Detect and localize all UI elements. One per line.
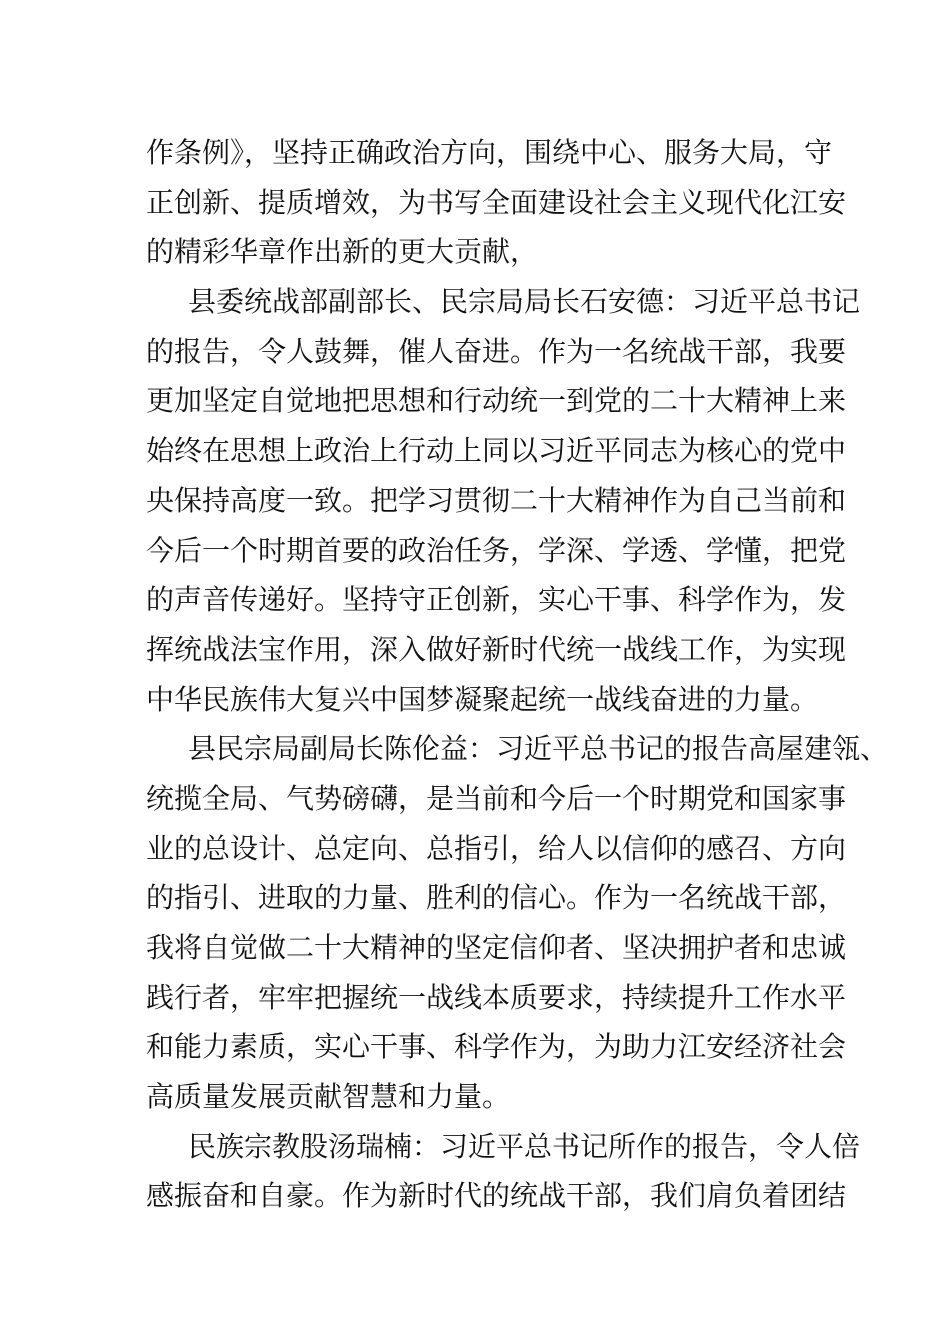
text-line: 今后一个时期首要的政治任务，学深、学透、学懂，把党 bbox=[146, 533, 847, 567]
text-line: 业的总设计、总定向、总指引，给人以信仰的感召、方向 bbox=[146, 831, 847, 865]
text-line: 始终在思想上政治上行动上同以习近平同志为核心的党中 bbox=[146, 434, 847, 468]
text-line: 的报告，令人鼓舞，催人奋进。作为一名统战干部，我要 bbox=[146, 334, 847, 368]
text-line: 挥统战法宝作用，深入做好新时代统一战线工作，为实现 bbox=[146, 632, 847, 666]
document-body bbox=[146, 128, 889, 1221]
text-line: 作条例》，坚持正确政治方向，围绕中心、服务大局，守 bbox=[146, 136, 833, 169]
text-line: 央保持高度一致。把学习贯彻二十大精神作为自己当前和 bbox=[146, 483, 847, 517]
text-line: 的声音传递好。坚持守正创新，实心干事、科学作为，发 bbox=[146, 583, 847, 617]
text-line: 更加坚定自觉地把思想和行动统一到党的二十大精神上来 bbox=[146, 384, 847, 418]
text-line: 践行者，牢牢把握统一战线本质要求，持续提升工作水平 bbox=[146, 980, 847, 1014]
text-line: 统揽全局、气势磅礴，是当前和今后一个时期党和国家事 bbox=[146, 781, 847, 815]
paragraph-start-line: 县民宗局副局长陈伦益：习近平总书记的报告高屋建瓴、 bbox=[188, 732, 889, 766]
paragraph-start-line: 民族宗教股汤瑞楠：习近平总书记所作的报告，令人倍 bbox=[188, 1129, 861, 1163]
paragraph-start-line: 县委统战部副部长、民宗局局长石安德：习近平总书记 bbox=[188, 285, 861, 319]
text-line: 感振奋和自豪。作为新时代的统战干部，我们肩负着团结 bbox=[146, 1179, 847, 1213]
text-line: 高质量发展贡献智慧和力量。 bbox=[146, 1080, 511, 1114]
text-line: 正创新、提质增效，为书写全面建设社会主义现代化江安 bbox=[146, 185, 847, 219]
text-line: 的精彩华章作出新的更大贡献， bbox=[146, 235, 539, 269]
text-line: 中华民族伟大复兴中国梦凝聚起统一战线奋进的力量。 bbox=[146, 682, 819, 716]
text-line: 和能力素质，实心干事、科学作为，为助力江安经济社会 bbox=[146, 1030, 847, 1064]
text-line: 的指引、进取的力量、胜利的信心。作为一名统战干部， bbox=[146, 881, 847, 915]
text-line: 我将自觉做二十大精神的坚定信仰者、坚决拥护者和忠诚 bbox=[146, 931, 847, 964]
